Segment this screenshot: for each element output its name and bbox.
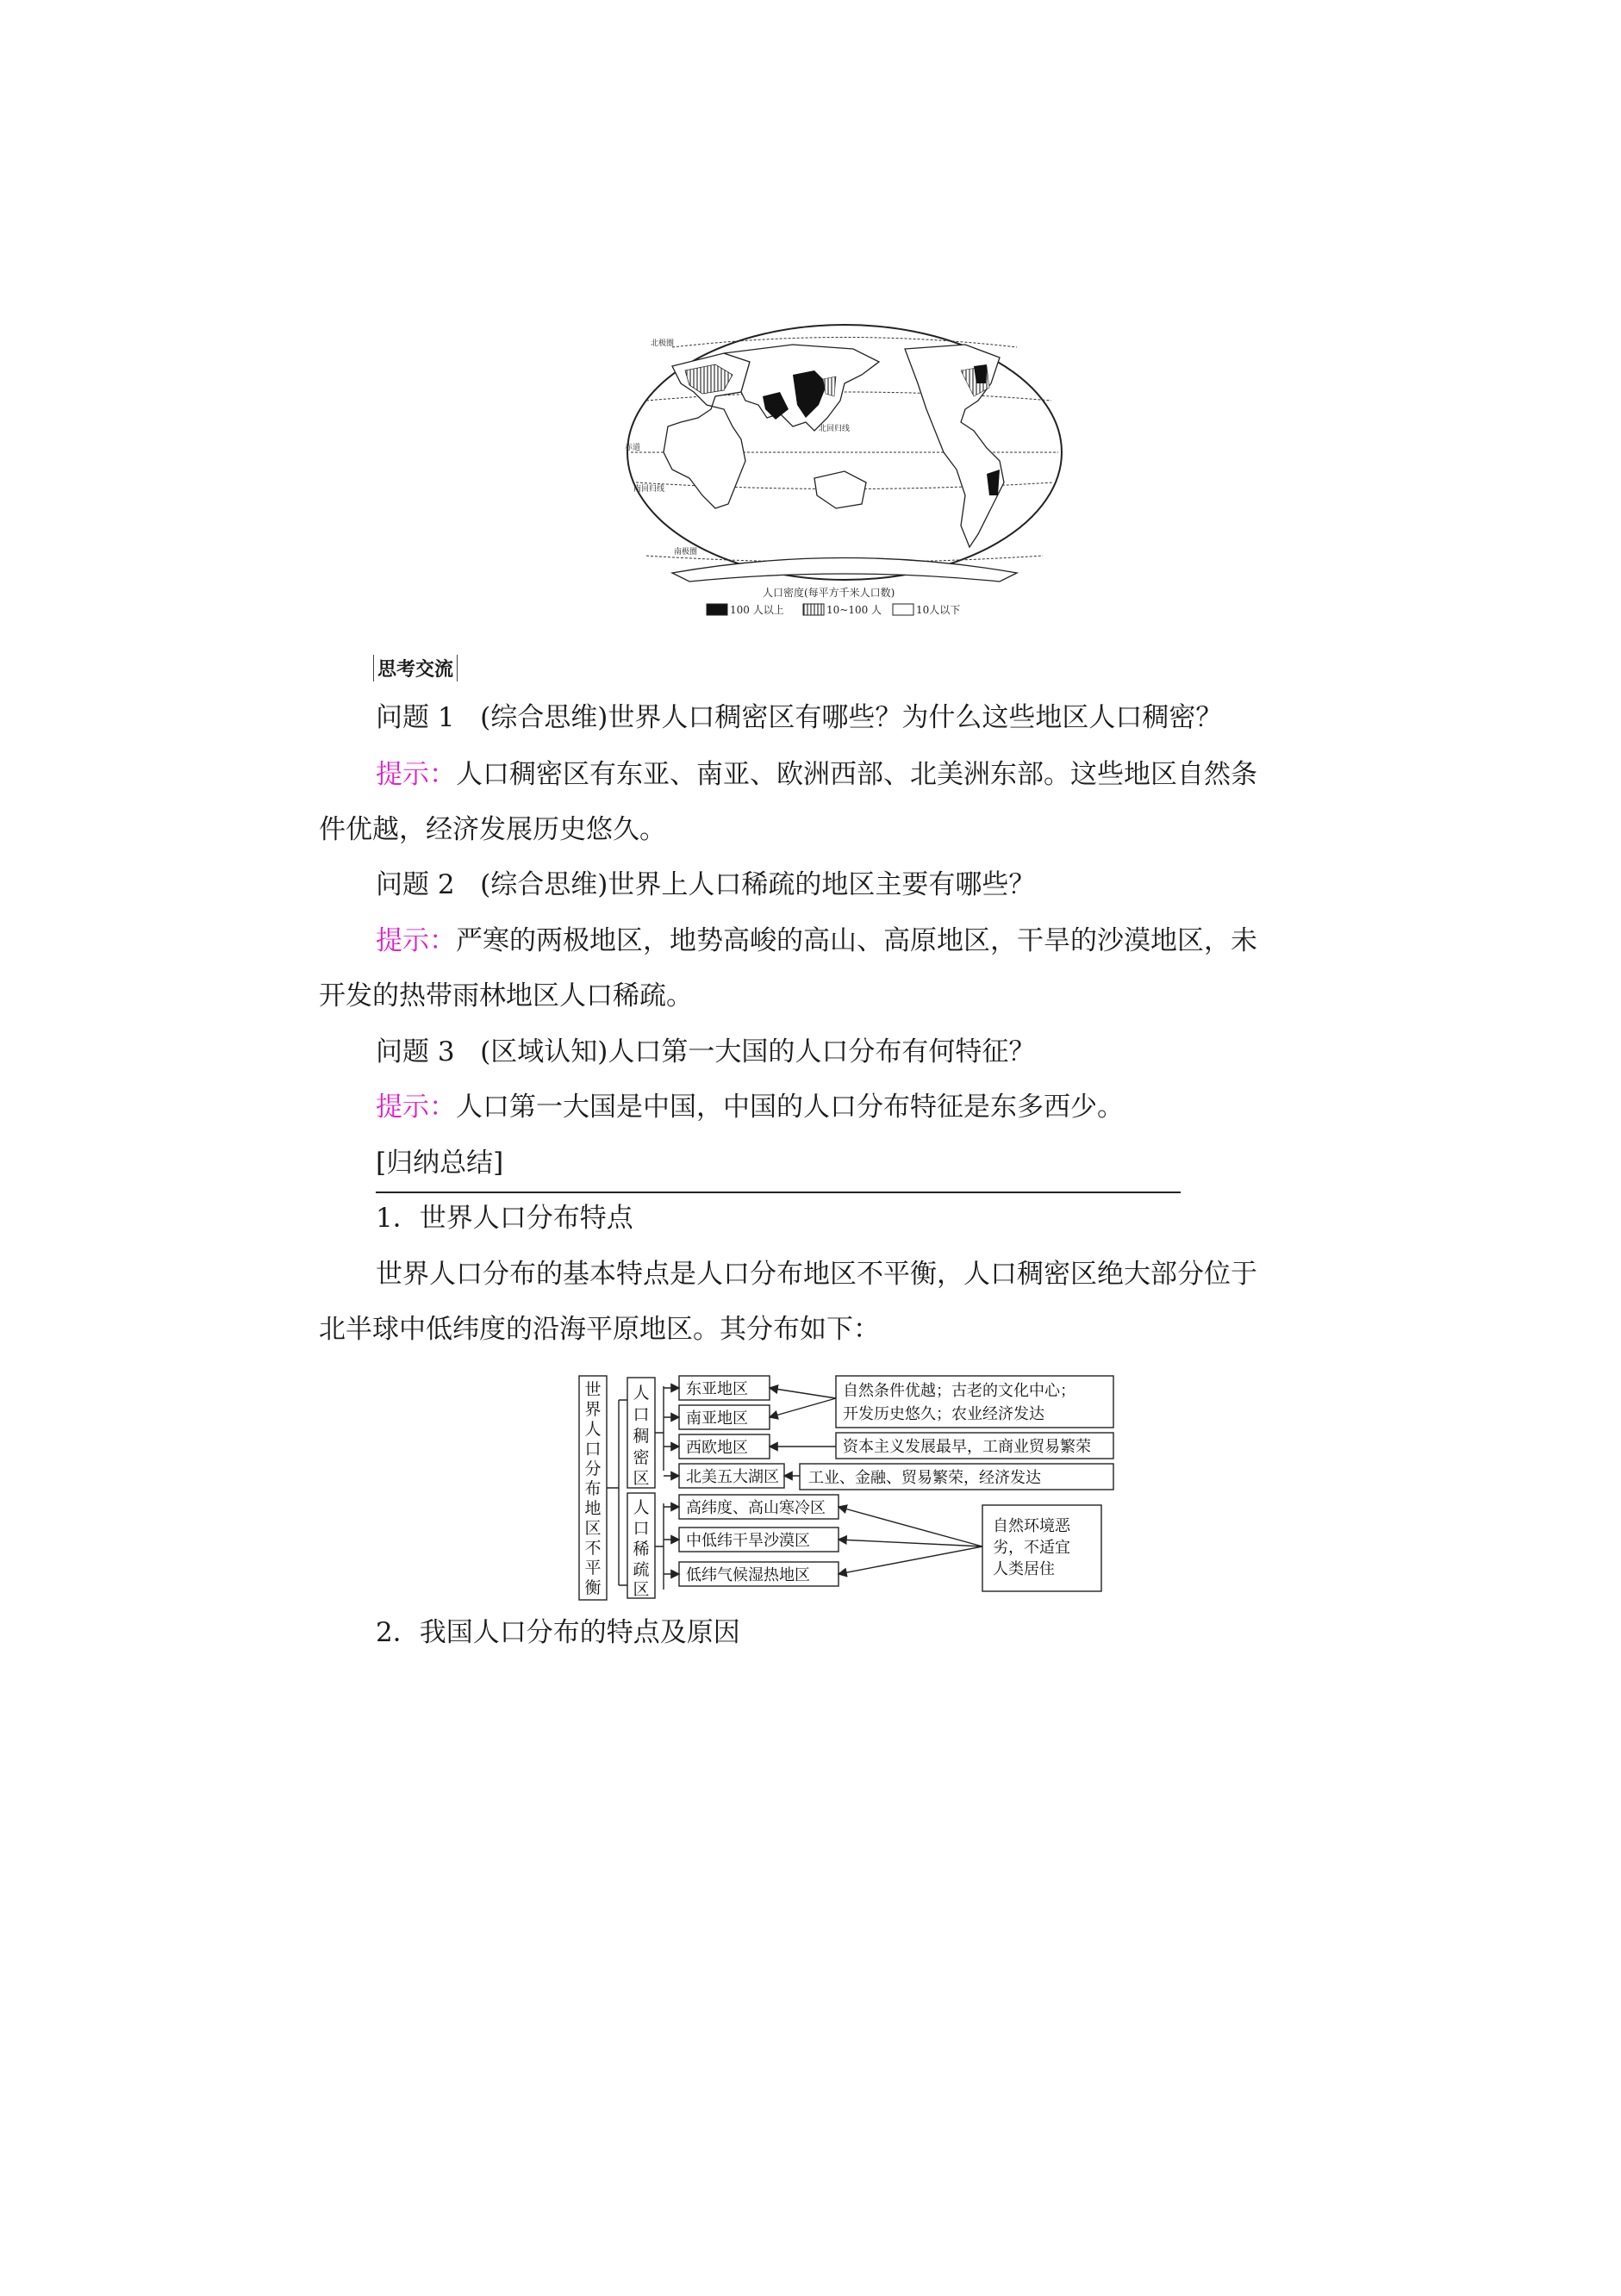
summary-underline (376, 1192, 1181, 1193)
question-1-label: 问题 1 (376, 702, 455, 733)
root-char: 区 (584, 1519, 602, 1538)
sparse-char: 口 (633, 1519, 650, 1538)
reason-sparse-line3: 人类居住 (993, 1560, 1055, 1578)
legend-swatch-medium (803, 604, 824, 615)
sparse-vertical-text (633, 1498, 649, 1599)
dense-char: 人 (633, 1384, 650, 1403)
equator-label: 赤道 (625, 444, 641, 452)
legend-swatch-sparse (893, 604, 913, 615)
question-2-text: (综合思维)世界上人口稀疏的地区主要有哪些？ (480, 869, 1036, 900)
legend-swatch-dense (707, 604, 727, 615)
hint-1 (376, 759, 1257, 790)
sparse-char: 稀 (633, 1540, 650, 1559)
region-desert: 中低纬干旱沙漠区 (686, 1532, 810, 1550)
region-south-asia: 南亚地区 (686, 1409, 748, 1428)
hint-2-line2: 开发的热带雨林地区人口稀疏。 (319, 980, 693, 1011)
tropic-of-capricorn-label: 南回归线 (633, 485, 665, 494)
question-3-label: 问题 3 (376, 1036, 455, 1067)
dense-char: 密 (633, 1448, 650, 1467)
dense-vertical-text (633, 1384, 649, 1488)
region-rainforest: 低纬气候湿热地区 (686, 1566, 810, 1584)
root-char: 世 (584, 1380, 602, 1399)
legend-label-medium: 10~100 人 (826, 604, 882, 616)
region-high-latitude: 高纬度、高山寒冷区 (686, 1499, 826, 1517)
question-1 (376, 702, 1223, 733)
sparse-char: 疏 (633, 1560, 650, 1579)
hint-2-line1: 严寒的两极地区，地势高峻的高山、高原地区，干旱的沙漠地区，未 (456, 925, 1257, 956)
sparse-char: 人 (633, 1498, 650, 1517)
hint-1-label: 提示： (376, 759, 456, 790)
hint-2 (376, 925, 1257, 956)
hint-3 (376, 1094, 1124, 1121)
world-map-figure (620, 323, 1069, 629)
map-legend-title: 人口密度(每平方千米人口数) (763, 587, 895, 599)
root-char: 衡 (584, 1578, 602, 1597)
reason-asia-line2: 开发历史悠久；农业经济发达 (843, 1405, 1044, 1423)
root-vertical-text (584, 1380, 601, 1597)
root-char: 不 (584, 1539, 602, 1558)
antarctic-circle-label: 南极圈 (674, 548, 698, 557)
tropic-of-cancer-label: 北回归线 (819, 425, 851, 433)
reason-labels (808, 1382, 1091, 1578)
region-east-asia: 东亚地区 (686, 1380, 748, 1398)
dense-char: 口 (633, 1405, 650, 1424)
root-char: 布 (584, 1479, 602, 1498)
hint-3-line1: 人口第一大国是中国，中国的人口分布特征是东多西少。 (456, 1092, 1124, 1123)
point-2-title: 2．我国人口分布的特点及原因 (376, 1617, 740, 1648)
population-density-map (620, 323, 1069, 629)
hint-2-label: 提示： (376, 925, 456, 956)
reason-north-america: 工业、金融、贸易繁荣，经济发达 (808, 1469, 1041, 1487)
reason-sparse-line2: 劣，不适宜 (993, 1539, 1070, 1557)
root-char: 口 (584, 1440, 602, 1459)
question-1-text: (综合思维)世界人口稠密区有哪些？为什么这些地区人口稠密？ (480, 702, 1223, 733)
section-tag: 思考交流 (373, 655, 458, 681)
root-char: 地 (584, 1499, 602, 1518)
legend-label-sparse: 10人以下 (916, 604, 961, 616)
point-1-line1: 世界人口分布的基本特点是人口分布地区不平衡，人口稠密区绝大部分位于 (376, 1259, 1257, 1290)
region-great-lakes: 北美五大湖区 (686, 1468, 779, 1486)
hint-1-line2: 件优越，经济发展历史悠久。 (319, 814, 666, 845)
arctic-circle-label: 北极圈 (651, 339, 675, 348)
dense-char: 区 (633, 1469, 650, 1488)
reason-sparse-line1: 自然环境恶 (993, 1517, 1070, 1535)
reason-europe: 资本主义发展最早，工商业贸易繁荣 (843, 1438, 1091, 1456)
question-2 (376, 869, 1036, 900)
reason-asia-line1: 自然条件优越；古老的文化中心； (843, 1382, 1075, 1400)
question-3 (376, 1036, 1036, 1067)
root-char: 界 (584, 1400, 602, 1419)
sparse-char: 区 (633, 1580, 650, 1599)
dense-char: 稠 (633, 1427, 650, 1446)
region-west-europe: 西欧地区 (686, 1439, 748, 1457)
summary-title: [归纳总结] (376, 1148, 504, 1179)
question-3-text: (区域认知)人口第一大国的人口分布有何特征？ (480, 1036, 1036, 1067)
root-char: 平 (584, 1559, 602, 1577)
root-char: 分 (584, 1459, 602, 1478)
legend-label-dense: 100 人以上 (730, 604, 784, 616)
point-1-line2: 北半球中低纬度的沿海平原地区。其分布如下： (319, 1314, 880, 1345)
root-char: 人 (584, 1420, 602, 1439)
question-2-label: 问题 2 (376, 869, 455, 900)
population-distribution-diagram (577, 1374, 1116, 1602)
hint-3-label: 提示： (376, 1092, 456, 1123)
point-1-title: 1．世界人口分布特点 (376, 1203, 633, 1234)
distribution-flow-svg (577, 1374, 1116, 1602)
hint-1-line1: 人口稠密区有东亚、南亚、欧洲西部、北美洲东部。这些地区自然条 (456, 759, 1257, 790)
region-labels (686, 1380, 826, 1584)
